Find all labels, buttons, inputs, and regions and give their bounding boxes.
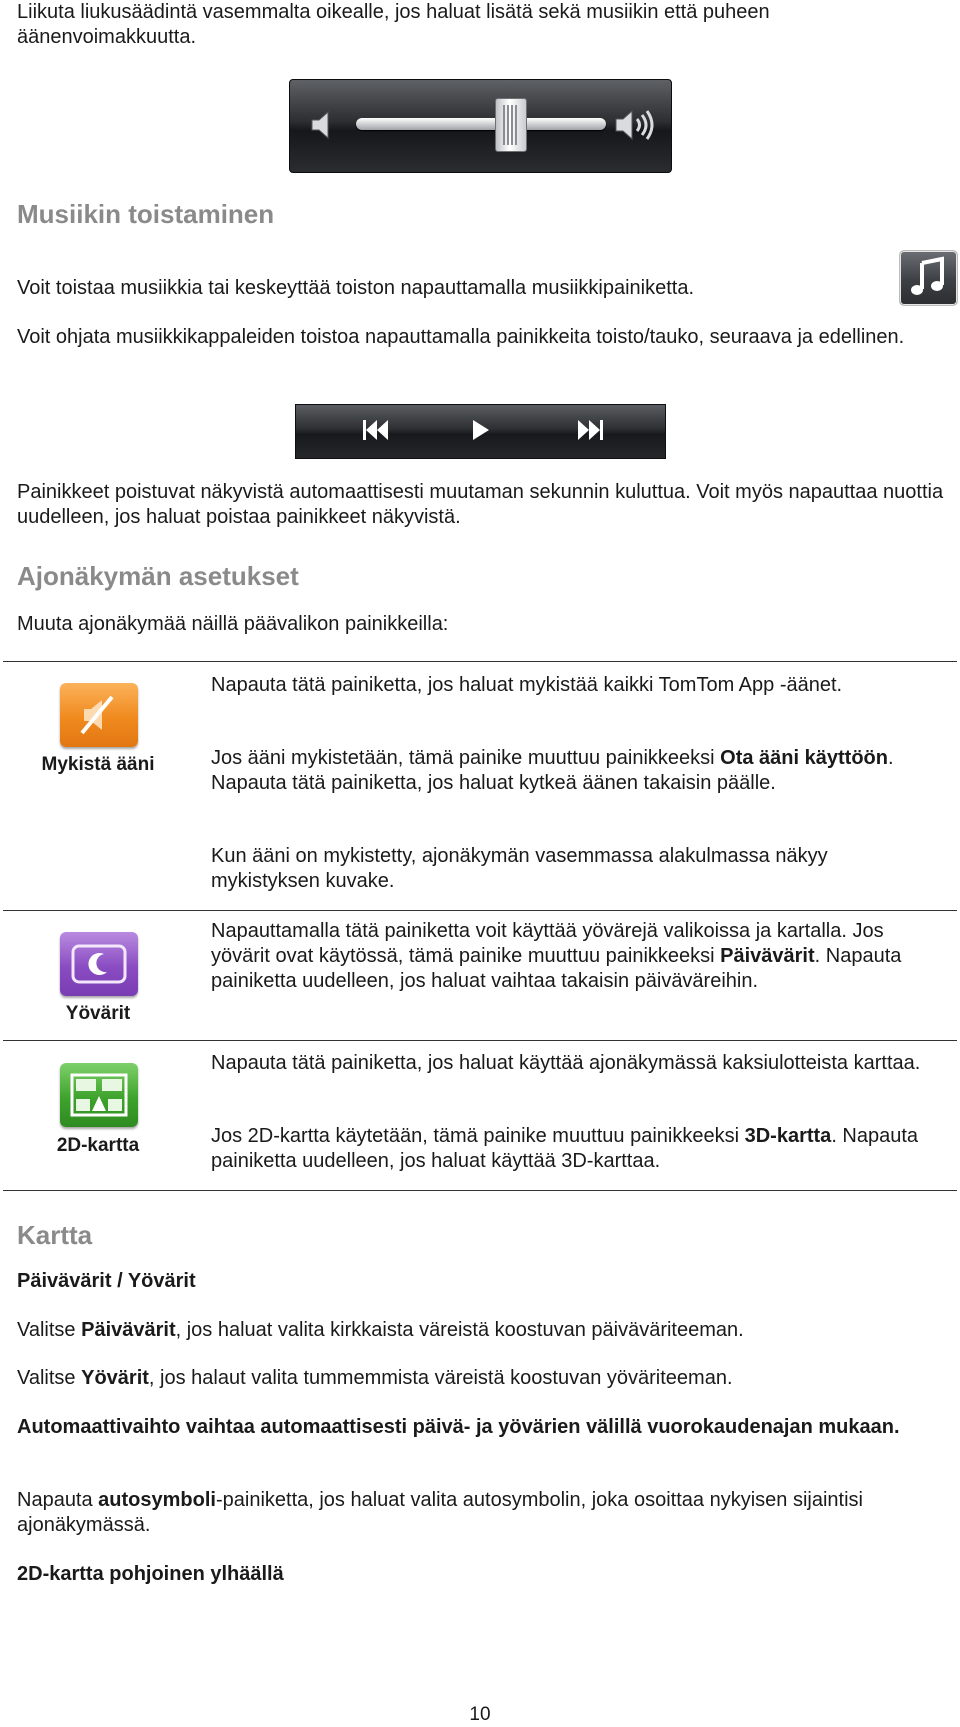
drive-view-intro: Muuta ajonäkymää näillä päävalikon painikkeilla: [17,613,449,635]
music-paragraph-3: Painikkeet poistuvat näkyvistä automaattisesti muutaman sekunnin kuluttua. Voit myös napauttaa nuottia uudelleen, jos haluat poistaa painikkeet näkyvistä. [17,481,944,528]
night-colors-button[interactable] [60,932,138,996]
map-paragraph-1: Valitse Päivävärit, jos haluat valita kirkkaista väreistä koostuvan päiväväriteeman. [17,1319,744,1341]
mute-text-2: Jos ääni mykistetään, tämä painike muuttuu painikkeeksi Ota ääni käyttöön. Napauta tätä painiketta, jos haluat kytkeä äänen takaisin päälle. [211,747,894,794]
moon-icon [60,932,138,996]
volume-track[interactable] [356,118,606,130]
section-heading-music: Musiikin toistaminen [17,199,275,229]
section-heading-map: Kartta [17,1220,93,1250]
speaker-low-icon [310,110,336,140]
play-icon[interactable] [470,418,492,442]
mute-text-1: Napauta tätä painiketta, jos haluat mykistää kaikki TomTom App -äänet. [211,674,843,696]
mute-text-3: Kun ääni on mykistetty, ajonäkymän vasemmassa alakulmassa näkyy mykistyksen kuvake. [211,845,828,892]
music-paragraph-1: Voit toistaa musiikkia tai keskeyttää toiston napauttamalla musiikkipainiketta. [17,277,695,299]
map-paragraph-2: Valitse Yövärit, jos halaut valita tummemmista väreistä koostuvan yöväriteeman. [17,1367,733,1389]
mute-icon [60,683,138,747]
map-subheading-2: 2D-kartta pohjoinen ylhäällä [17,1563,284,1585]
2d-map-text-1: Napauta tätä painiketta, jos haluat käyttää ajonäkymässä kaksiulotteista karttaa. [211,1052,921,1074]
map-paragraph-3: Automaattivaihto vaihtaa automaattisesti päivä- ja yövärien välillä vuorokaudenajan mukaan. [17,1416,900,1438]
next-icon[interactable] [577,418,605,442]
volume-knob[interactable] [495,98,527,152]
slider-instruction: Liikuta liukusäädintä vasemmalta oikealle, jos haluat lisätä sekä musiikin että puheen äänenvoimakkuutta. [17,1,770,48]
music-paragraph-2: Voit ohjata musiikkikappaleiden toistoa napauttamalla painikkeita toisto/tauko, seuraava ja edellinen. [17,326,905,348]
music-button[interactable] [899,250,958,306]
2d-map-icon [60,1063,138,1127]
music-note-icon [900,251,957,305]
night-colors-text: Napauttamalla tätä painiketta voit käyttää yövärejä valikoissa ja kartalla. Jos yövärit ovat käytössä, tämä painike muuttuu painikkeeksi Päivävärit. Napauta painiketta uudelleen, jos haluat vaihtaa takaisin päiväväreihin. [211,920,902,992]
speaker-high-icon [614,108,656,142]
table-rule [3,910,957,911]
section-heading-drive-view: Ajonäkymän asetukset [17,561,299,591]
map-paragraph-4: Napauta autosymboli-painiketta, jos haluat valita autosymbolin, joka osoittaa nykyisen sijaintisi ajonäkymässä. [17,1489,863,1536]
table-rule [3,1040,957,1041]
2d-map-label: 2D-kartta [56,1135,140,1156]
table-rule [3,1190,957,1191]
map-subheading: Päivävärit / Yövärit [17,1270,196,1292]
2d-map-text-2: Jos 2D-kartta käytetään, tämä painike muuttuu painikkeeksi 3D-kartta. Napauta painiketta uudelleen, jos haluat käyttää 3D-karttaa. [211,1125,919,1172]
night-colors-label: Yövärit [65,1003,131,1024]
page-number: 10 [469,1704,491,1725]
2d-map-button[interactable] [60,1063,138,1127]
previous-icon[interactable] [361,418,389,442]
table-rule [3,661,957,662]
mute-sound-label: Mykistä ääni [41,754,155,775]
mute-sound-button[interactable] [60,683,138,747]
